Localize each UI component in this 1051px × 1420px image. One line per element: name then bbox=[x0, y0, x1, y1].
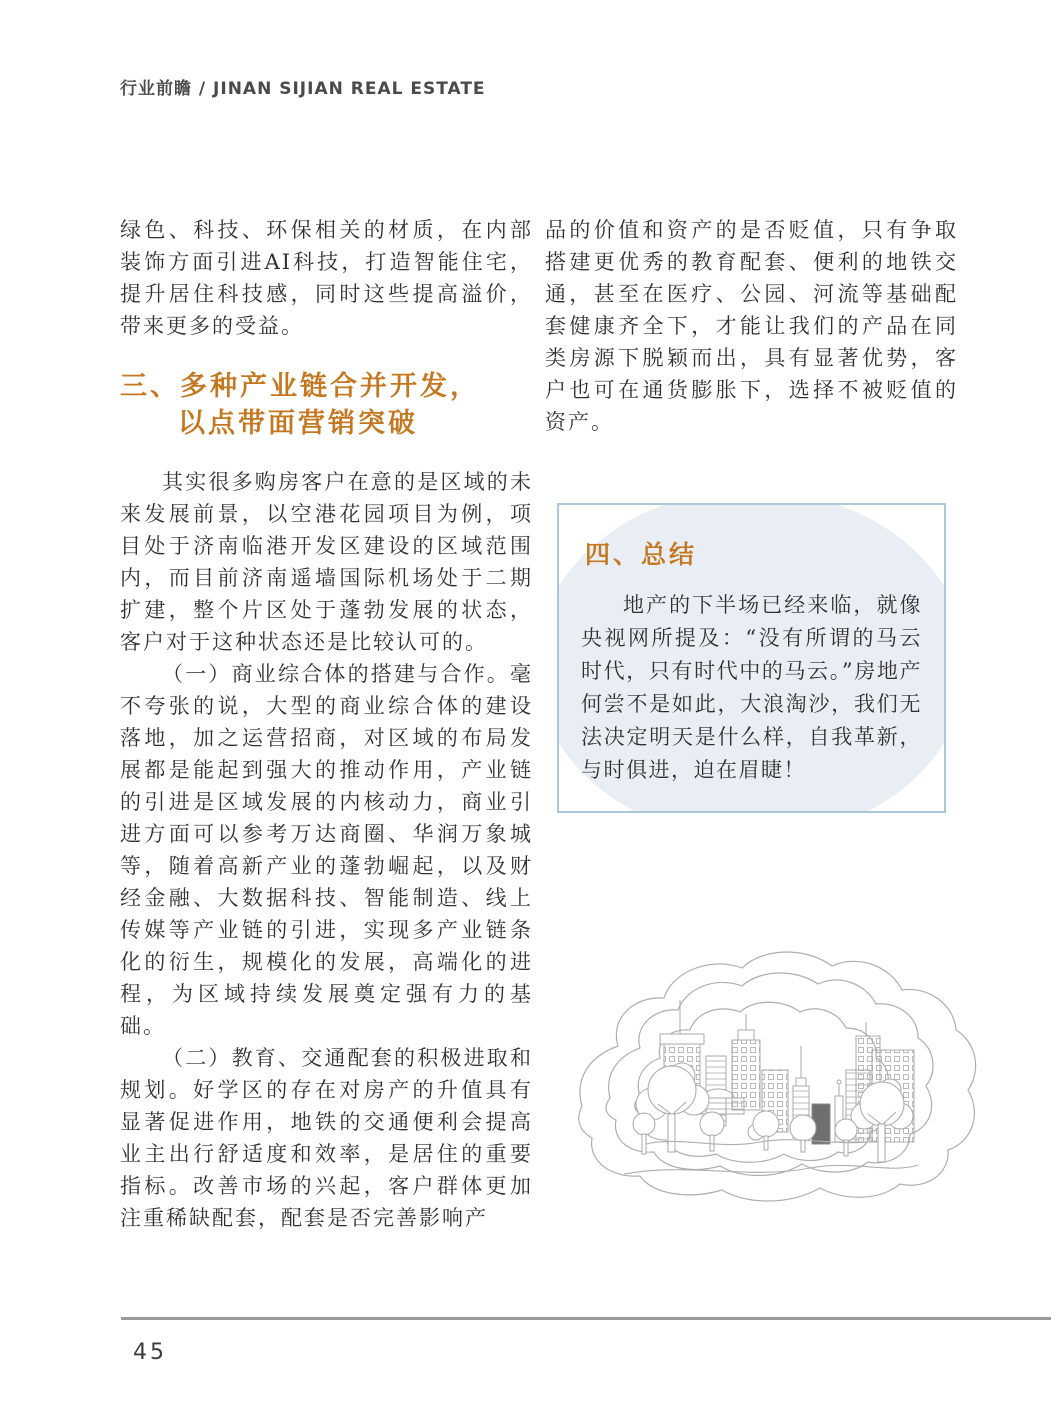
summary-paragraph: 地产的下半场已经来临，就像央视网所提及：“没有所谓的马云时代，只有时代中的马云。”房地产何尝不是如此，大浪淘沙，我们无法决定明天是什么样，自我革新，与时俱进，迫在眉睫！ bbox=[581, 593, 922, 782]
right-column bbox=[545, 214, 958, 438]
paragraph: 品的价值和资产的是否贬值，只有争取搭建更优秀的教育配套、便利的地铁交通，甚至在医疗、公园、河流等基础配套健康齐全下，才能让我们的产品在同类房源下脱颖而出，具有显著优势，客户也可在通货膨胀下，选择不被贬值的资产。 bbox=[545, 218, 958, 434]
section-heading-line1: 三、多种产业链合并开发， bbox=[120, 371, 480, 402]
paragraph: 绿色、科技、环保相关的材质，在内部装饰方面引进AI科技，打造智能住宅，提升居住科技感，同时这些提高溢价，带来更多的受益。 bbox=[120, 218, 533, 338]
footer-divider bbox=[121, 1317, 1051, 1320]
paragraph: 其实很多购房客户在意的是区域的未来发展前景，以空港花园项目为例，项目处于济南临港开发区建设的区域范围内，而目前济南遥墙国际机场处于二期扩建，整个片区处于蓬勃发展的状态，客户对于这种状态还是比较认可的。 bbox=[120, 470, 533, 654]
summary-box bbox=[557, 503, 946, 813]
left-column bbox=[120, 214, 533, 1234]
section-heading-line2: 以点带面营销突破 bbox=[178, 408, 418, 439]
section-heading-3 bbox=[120, 368, 533, 442]
paragraph: （二）教育、交通配套的积极进取和规划。好学区的存在对房产的升值具有显著促进作用，地铁的交通便利会提高业主出行舒适度和效率，是居住的重要指标。改善市场的兴起，客户群体更加注重稀缺配套，配套是否完善影响产 bbox=[120, 1046, 533, 1230]
paragraph: （一）商业综合体的搭建与合作。毫不夸张的说，大型的商业综合体的建设落地，加之运营招商，对区域的布局发展都是能起到强大的推动作用，产业链的引进是区域发展的内核动力，商业引进方面可以参考万达商圈、华润万象城等，随着高新产业的蓬勃崛起，以及财经金融、大数据科技、智能制造、线上传媒等产业链的引进，实现多产业链条化的衍生，规模化的发展，高端化的进程，为区域持续发展奠定强有力的基础。 bbox=[120, 662, 533, 1038]
city-paper-cut-illustration bbox=[560, 938, 980, 1220]
page-header: 行业前瞻 / JINAN SIJIAN REAL ESTATE bbox=[120, 79, 486, 99]
section-heading-4: 四、总结 bbox=[585, 540, 698, 569]
page-number: 45 bbox=[133, 1340, 167, 1365]
